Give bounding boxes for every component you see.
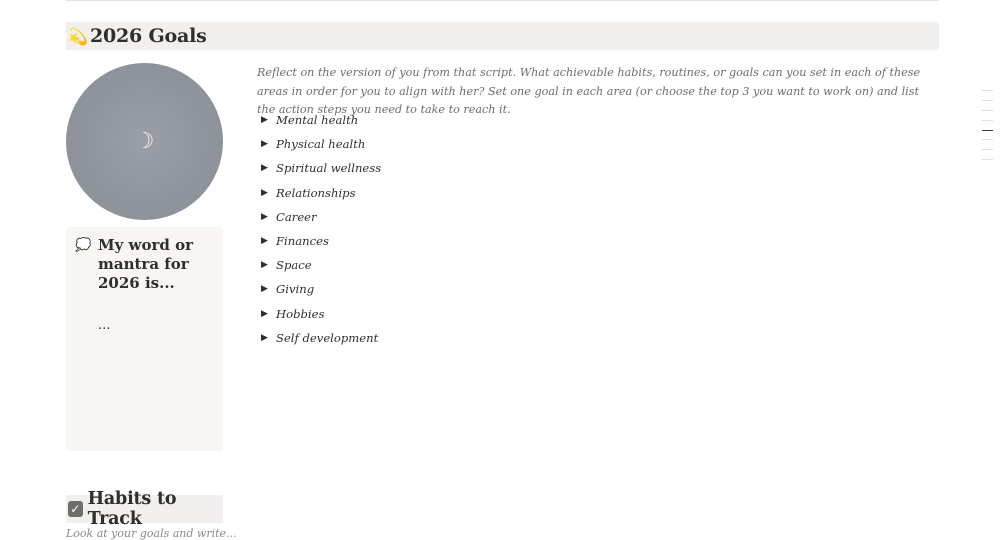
habits-subtitle: Look at your goals and write...: [66, 527, 237, 540]
cover-image: [66, 63, 223, 220]
mantra-heading: My word or mantra for 2026 is...: [98, 236, 193, 292]
toggle-arrow-icon[interactable]: ▶: [261, 211, 268, 222]
toggle-career[interactable]: [261, 205, 381, 229]
toggle-label: Career: [276, 209, 317, 224]
toc-line[interactable]: [982, 149, 993, 150]
toggle-self-development[interactable]: [261, 326, 381, 350]
toggle-arrow-icon[interactable]: ▶: [261, 163, 268, 174]
toggle-arrow-icon[interactable]: ▶: [261, 284, 268, 295]
toggle-label: Self development: [276, 330, 379, 345]
toggle-arrow-icon[interactable]: ▶: [261, 260, 268, 271]
area-toggle-list: [261, 108, 381, 350]
toggle-spiritual-wellness[interactable]: [261, 156, 381, 180]
toc-line[interactable]: [982, 110, 993, 111]
thought-bubble-icon: 💭: [75, 238, 92, 253]
toggle-arrow-icon[interactable]: ▶: [261, 139, 268, 150]
toc-line[interactable]: [982, 139, 993, 140]
toggle-label: Mental health: [276, 113, 359, 128]
toggle-finances[interactable]: [261, 229, 381, 253]
toggle-giving[interactable]: [261, 277, 381, 301]
top-divider: [66, 0, 939, 1]
toggle-label: Physical health: [276, 137, 366, 152]
goals-title: 2026 Goals: [90, 25, 207, 47]
toggle-mental-health[interactable]: [261, 108, 381, 132]
toc-line[interactable]: [982, 90, 993, 91]
mantra-body[interactable]: ...: [98, 318, 111, 333]
toggle-arrow-icon[interactable]: ▶: [261, 332, 268, 343]
toc-line[interactable]: [982, 100, 993, 101]
toggle-label: Giving: [276, 282, 315, 297]
toggle-label: Spiritual wellness: [276, 161, 382, 176]
toggle-physical-health[interactable]: [261, 132, 381, 156]
table-of-contents-minimap[interactable]: [982, 90, 993, 169]
checkbox-icon: ✓: [68, 501, 83, 517]
crescent-moon-icon: ☽: [134, 128, 155, 154]
toggle-label: Hobbies: [276, 306, 325, 321]
toggle-space[interactable]: [261, 253, 381, 277]
toggle-arrow-icon[interactable]: ▶: [261, 236, 268, 247]
shooting-star-icon: 💫: [68, 26, 88, 46]
toggle-label: Finances: [276, 234, 329, 249]
toc-line-active[interactable]: [982, 130, 993, 131]
goals-heading[interactable]: [66, 22, 939, 50]
habits-title: Habits to Track: [87, 489, 177, 529]
mantra-callout[interactable]: [66, 227, 223, 451]
toggle-arrow-icon[interactable]: ▶: [261, 308, 268, 319]
toc-line[interactable]: [982, 159, 993, 160]
habits-heading[interactable]: [66, 489, 223, 529]
toc-line[interactable]: [982, 120, 993, 121]
toggle-label: Relationships: [276, 185, 356, 200]
toggle-relationships[interactable]: [261, 181, 381, 205]
toggle-arrow-icon[interactable]: ▶: [261, 187, 268, 198]
goals-intro-text: Reflect on the version of you from that script. What achievable habits, routines, or goals can you set in each of these areas in order for you to align with her? Set one goal in each area (or choose the top 3 you want to work on) and list the action steps you need to take to reach it.: [257, 66, 921, 116]
toggle-label: Space: [276, 258, 312, 273]
toggle-hobbies[interactable]: [261, 302, 381, 326]
toggle-arrow-icon[interactable]: ▶: [261, 115, 268, 126]
